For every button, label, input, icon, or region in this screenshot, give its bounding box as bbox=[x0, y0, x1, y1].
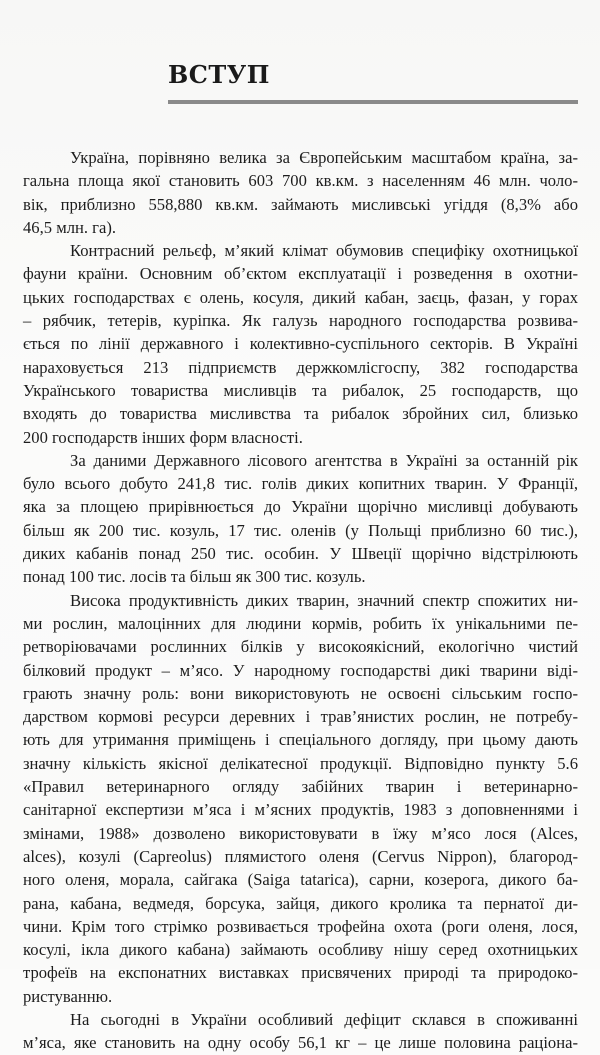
text-line: яка за площею прирівнюється до України щорічно мисливці добувають bbox=[23, 497, 578, 517]
text-line: ретворіювачами рослинних білків у високоякісний, екологічно чистий bbox=[23, 637, 578, 657]
chapter-title: ВСТУП bbox=[168, 60, 270, 89]
text-line: ється по лінії державного і колективно-суспільного секторів. В Україні bbox=[23, 334, 578, 354]
text-line: було всього добуто 241,8 тис. голів диких копитних тварин. У Франції, bbox=[23, 474, 578, 494]
text-line: фауни країни. Основним об’єктом експлуатації і розведення в охотни- bbox=[23, 264, 578, 284]
text-line: – рябчик, тетерів, куріпка. Як галузь народного господарства розвива- bbox=[23, 311, 578, 331]
text-line: Україна, порівняно велика за Європейським масштабом країна, за- bbox=[70, 148, 578, 167]
text-line: входять до товариства мисливства та рибалок збройних сил, близько bbox=[23, 404, 578, 424]
text-line: м’яса, яке становить на одну особу 56,1 кг – це лише половина раціона- bbox=[23, 1033, 578, 1053]
text-line: гальна площа якої становить 603 700 кв.км. з населенням 46 млн. чоло- bbox=[23, 171, 578, 191]
text-line: цьких господарствах є олень, косуля, дикий кабан, заєць, фазан, у горах bbox=[23, 287, 578, 307]
paragraph bbox=[23, 589, 578, 1008]
text-line: За даними Державного лісового агентства в Україні за останній рік bbox=[70, 450, 578, 470]
paragraph bbox=[23, 449, 578, 589]
text-line: вік, приблизно 558,880 кв.км. займають мисливські угіддя (8,3% або bbox=[23, 194, 578, 214]
paragraph bbox=[23, 1008, 578, 1055]
text-line: нараховується 213 підприємств держкомлісгоспу, 382 господарства bbox=[23, 357, 578, 377]
body-text bbox=[23, 146, 578, 1055]
text-line: На сьогодні в України особливий дефіцит склався в споживанні bbox=[70, 1009, 578, 1029]
text-line: Українського товариства мисливців та рибалок, 25 господарств, що bbox=[23, 380, 578, 400]
text-line: трофеїв на експонатних виставках присвячених природі та природоко- bbox=[23, 963, 578, 983]
title-underline-rule bbox=[168, 100, 578, 104]
text-line: ми рослин, малоцінних для людини кормів, робить їх унікальними пе- bbox=[23, 613, 578, 633]
text-line: дарством кормові ресурси деревних і трав’янистих рослин, не потребу- bbox=[23, 707, 578, 727]
text-line: білковий продукт – м’ясо. У народному господарстві дикі тварини віді- bbox=[23, 660, 578, 680]
text-line: рана, кабана, ведмедя, борсука, зайця, дикого кролика та пернатої ди- bbox=[23, 893, 578, 913]
text-line: грають значну роль: вони використовують не освоєні сільським госпо- bbox=[23, 683, 578, 703]
text-line: косулі, ікла дикого кабана) займають особливу нішу серед охотницьких bbox=[23, 940, 578, 960]
text-line: Контрасний рельєф, м’який клімат обумовив специфіку охотницької bbox=[70, 241, 578, 261]
text-line: чини. Крім того стрімко розвивається трофейна охота (роги оленя, лося, bbox=[23, 916, 578, 936]
text-line: більш як 200 тис. козуль, 17 тис. оленів (у Польщі приблизно 60 тис.), bbox=[23, 520, 578, 540]
text-line: змінами, 1988» дозволено використовувати в їжу м’ясо лося (Alces, bbox=[23, 823, 578, 843]
text-line: Висока продуктивність диких тварин, значний спектр спожитих ни- bbox=[70, 590, 578, 610]
text-line: значну кількість якісної делікатесної продукції. Відповідно пункту 5.6 bbox=[23, 753, 578, 773]
text-line: alces), козулі (Capreolus) плямистого оленя (Cervus Nippon), благород- bbox=[23, 846, 578, 866]
paragraph bbox=[23, 239, 578, 449]
text-line: диких кабанів понад 250 тис. особин. У Швеції щорічно відстрілюють bbox=[23, 544, 578, 564]
text-line: понад 100 тис. лосів та більш як 300 тис. козуль. bbox=[23, 567, 366, 587]
text-line: ють для утримання приміщень і спеціального догляду, при цьому дають bbox=[23, 730, 578, 750]
text-line: «Правил ветеринарного огляду забійних тварин і ветеринарно- bbox=[23, 777, 578, 797]
text-line: 46,5 млн. га). bbox=[23, 217, 116, 237]
text-line: санітарної експертизи м’яса і м’ясних продуктів, 1983 з доповненнями і bbox=[23, 800, 578, 820]
text-line: 200 господарств інших форм власності. bbox=[23, 427, 303, 447]
paragraph bbox=[23, 146, 578, 239]
text-line: ристуванню. bbox=[23, 986, 113, 1006]
text-line: ного оленя, морала, сайгака (Saiga tatarica), сарни, козерога, дикого ба- bbox=[23, 870, 578, 890]
